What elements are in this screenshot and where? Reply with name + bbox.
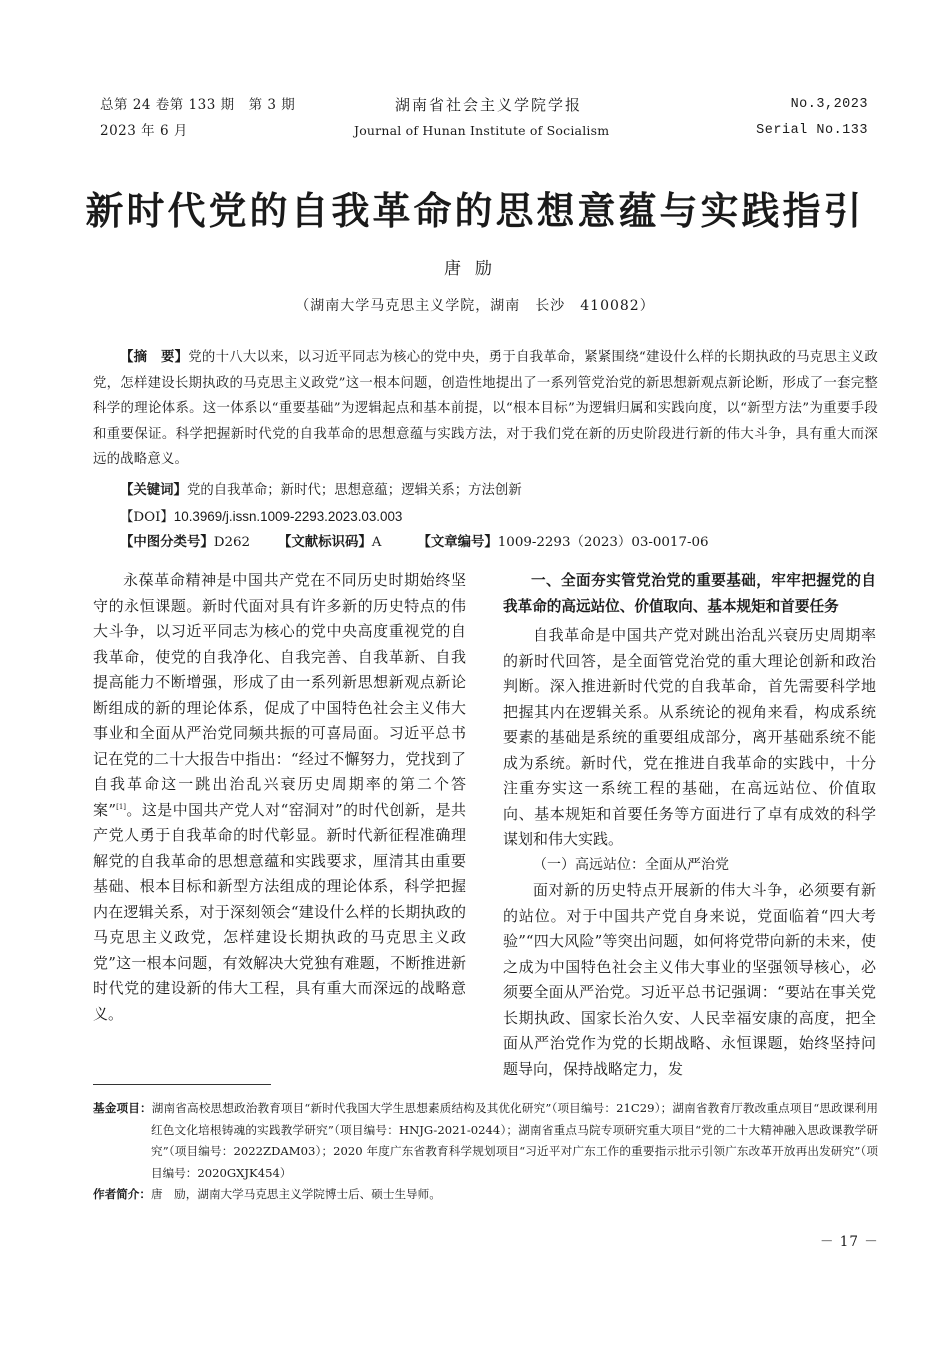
bio-text: 唐 励，湖南大学马克思主义学院博士后、硕士生导师。: [150, 1187, 441, 1201]
fund-note: [93, 1098, 878, 1184]
fund-text: 湖南省高校思想政治教育项目“新时代我国大学生思想素质结构及其优化研究”（项目编号：21C29）；湖南省教育厅教改重点项目“思政课利用红色文化培根铸魂的实践教学研究”（项目编号：HNJG-2021-0244）；湖南省重点马院专项研究重大项目“党的二十大精神融入思政课教学研究”（项目编号：2022ZDAM03）；2020 年度广东省教育科学规划项目“习近平对广东工作的重要指示批示引领广东改革开放再出发研究”（项目编号：2020GXJK454）: [151, 1101, 878, 1180]
article-title: 新时代党的自我革命的思想意蕴与实践指引: [85, 189, 865, 233]
clc-label: 【中图分类号】: [120, 535, 214, 550]
section-1-paragraph: 自我革命是中国共产党对跳出治乱兴衰历史周期率的新时代回答，是全面管党治党的重大理论创新和政治判断。深入推进新时代党的自我革命，首先需要科学地把握其内在逻辑关系。从系统论的视角来看，构成系统要素的基础是系统的重要组成部分，离开基础系统不能成为系统。新时代，党在推进自我革命的实践中，十分注重夯实这一系统工程的基础，在高远站位、价值取向、基本规矩和首要任务等方面进行了卓有成效的科学谋划和伟大实践。: [503, 626, 876, 848]
keywords: 党的自我革命；新时代；思想意蕴；逻辑关系；方法创新: [186, 483, 522, 498]
doi-label: 【DOI】: [120, 510, 174, 525]
doi-line: [120, 506, 402, 529]
journal-date: 2023 年 6 月: [100, 123, 188, 139]
keywords-label: 【关键词】: [120, 483, 187, 498]
fund-label: 基金项目：: [93, 1101, 152, 1115]
journal-volume-issue: 总第 24 卷第 133 期 第 3 期: [100, 97, 296, 113]
journal-name-en: Journal of Hunan Institute of Socialism: [354, 123, 610, 138]
serial-number: Serial No.133: [756, 123, 868, 138]
doi: 10.3969/j.issn.1009-2293.2023.03.003: [173, 509, 403, 524]
author-bio: [93, 1184, 878, 1206]
issue-number: No.3,2023: [790, 97, 868, 112]
author-affiliation: （湖南大学马克思主义学院，湖南 长沙 410082）: [295, 298, 655, 314]
subsection-1-paragraph: 面对新的历史特点开展新的伟大斗争，必须要有新的站位。对于中国共产党自身来说，党面临着“四大考验”“四大风险”等突出问题，如何将党带向新的未来，使之成为中国特色社会主义伟大事业的坚强领导核心，必须要全面从严治党。习近平总书记强调：“要站在事关党长期执政、国家长治久安、人民幸福安康的高度，把全面从严治党作为党的长期战略、永恒课题，始终坚持问题导向，保持战略定力，发: [503, 881, 876, 1078]
abstract-label: 【摘 要】: [120, 350, 189, 365]
classification-line: [120, 532, 709, 554]
doc-code-label: 【文献标识码】: [278, 535, 372, 550]
bio-label: 作者简介：: [93, 1187, 151, 1201]
doc-code: A: [371, 535, 382, 550]
footnote-divider: [93, 1084, 271, 1085]
article-no-label: 【文章编号】: [417, 535, 498, 550]
author-name: 唐励: [444, 259, 506, 279]
abstract-text: 党的十八大以来，以习近平同志为核心的党中央，勇于自我革命，紧紧围绕“建设什么样的长期执政的马克思主义政党，怎样建设长期执政的马克思主义政党”这一根本问题，创造性地提出了一系列管党治党的新思想新观点新论断，形成了一套完整科学的理论体系。这一体系以“重要基础”为逻辑起点和基本前提，以“根本目标”为逻辑归属和实践向度，以“新型方法”为重要手段和重要保证。科学把握新时代党的自我革命的思想意蕴与实践方法，对于我们党在新的历史阶段进行新的伟大斗争，具有重大而深远的战略意义。: [93, 350, 879, 468]
body-right-column: [503, 568, 876, 1082]
article-no: 1009-2293（2023）03-0017-06: [497, 535, 709, 550]
clc-code: D262: [213, 535, 251, 550]
subsection-heading-1: （一）高远站位：全面从严治党: [533, 856, 729, 873]
citation-ref-1[interactable]: [1]: [116, 802, 127, 811]
page-number: － 17 －: [820, 1234, 879, 1250]
body-left-column: [93, 568, 466, 1027]
keywords-line: [120, 480, 522, 502]
section-heading-1: 一、全面夯实管党治党的重要基础，牢牢把握党的自我革命的高远站位、价值取向、基本规矩和首要任务: [503, 572, 876, 615]
intro-paragraph: 永葆革命精神是中国共产党在不同历史时期始终坚守的永恒课题。新时代面对具有许多新的历史特点的伟大斗争，以习近平同志为核心的党中央高度重视党的自我革命，使党的自我净化、自我完善、自我革新、自我提高能力不断增强，形成了由一系列新思想新观点新论断组成的新的理论体系，促成了中国特色社会主义伟大事业和全面从严治党同频共振的可喜局面。习近平总书记在党的二十大报告中指出：“经过不懈努力，党找到了自我革命这一跳出治乱兴衰历史周期率的第二个答案”[1]。这是中国共产党人对“窑洞对”的时代创新，是共产党人勇于自我革命的时代彰显。新时代新征程准确理解党的自我革命的思想意蕴和实践要求，厘清其由重要基础、根本目标和新型方法组成的理论体系，科学把握内在逻辑关系，对于深刻领会“建设什么样的长期执政的马克思主义政党，怎样建设长期执政的马克思主义政党”这一根本问题，有效解决大党独有难题，不断推进新时代党的建设新的伟大工程，具有重大而深远的战略意义。: [93, 571, 466, 1023]
journal-name-cn: 湖南省社会主义学院学报: [395, 96, 583, 114]
abstract: [93, 345, 878, 473]
